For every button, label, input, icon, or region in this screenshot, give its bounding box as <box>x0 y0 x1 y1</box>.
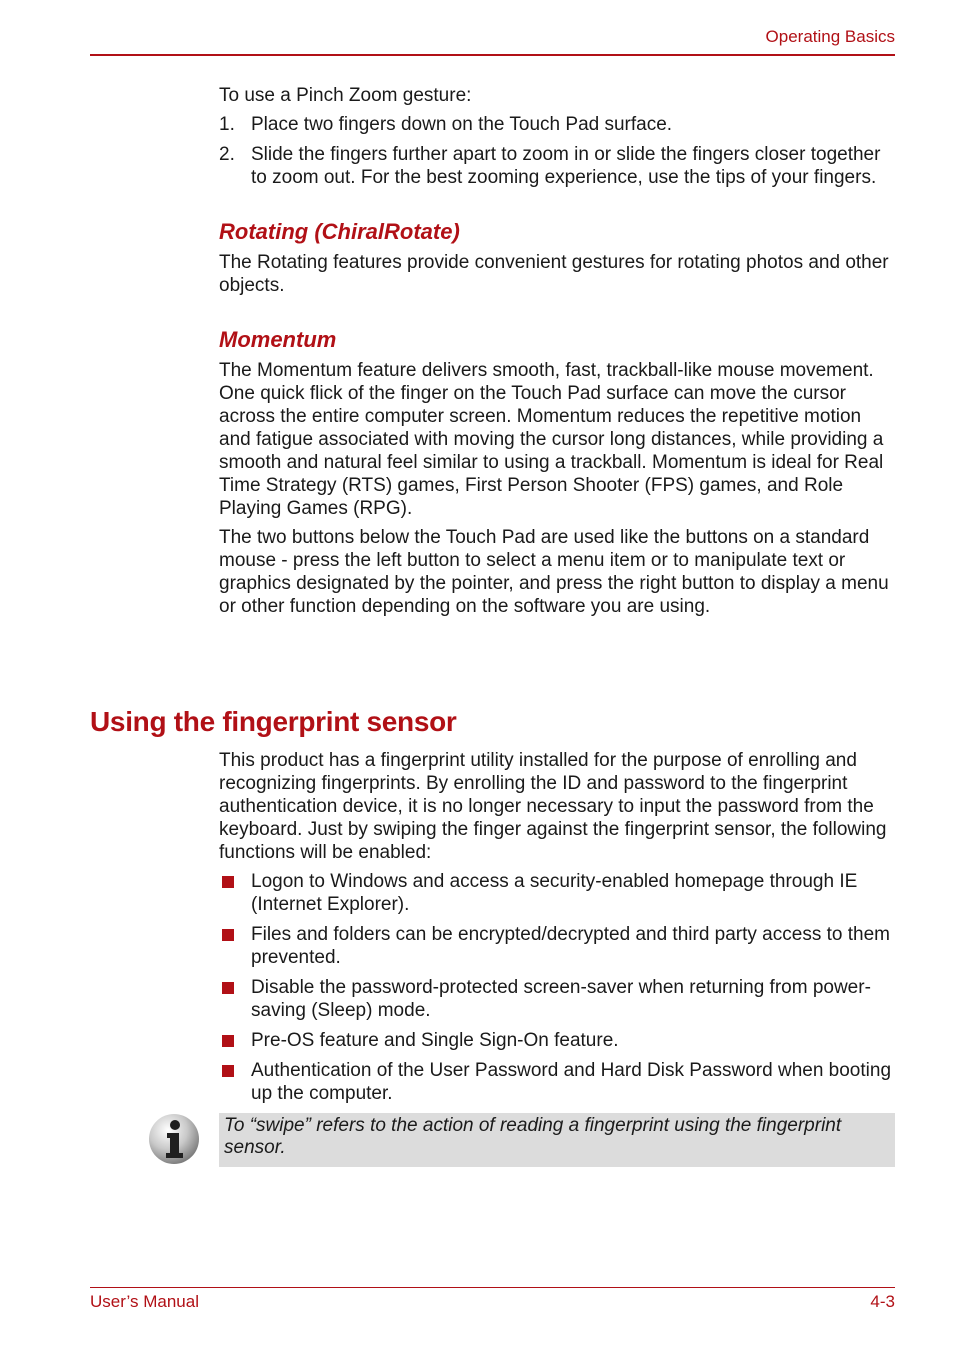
rotating-body: The Rotating features provide convenient gestures for rotating photos and other objects. <box>219 252 889 296</box>
note-text: To “swipe” refers to the action of reading a fingerprint using the fingerprint sensor. <box>224 1115 842 1158</box>
momentum-body-2: The two buttons below the Touch Pad are used like the buttons on a standard mouse - press the left button to select a menu item or to manipulate text or graphics designated by the pointer, and press the right button to display a menu or other function depending on the software you are using. <box>219 527 889 617</box>
step-number: 2. <box>219 144 235 165</box>
note-box <box>219 1113 895 1167</box>
bullet-text: Files and folders can be encrypted/decrypted and third party access to them prevented. <box>251 924 890 968</box>
list-item <box>219 976 895 1022</box>
footer-rule <box>90 1287 895 1288</box>
list-item <box>219 1029 895 1052</box>
main-content <box>219 84 895 624</box>
fingerprint-functions-list <box>219 870 895 1105</box>
step-number: 1. <box>219 114 235 135</box>
step-text: Place two fingers down on the Touch Pad surface. <box>251 114 673 135</box>
square-bullet-icon <box>222 876 234 888</box>
fingerprint-content <box>219 749 895 1112</box>
header-rule <box>90 54 895 56</box>
step-text: Slide the fingers further apart to zoom in or slide the fingers closer together to zoom out. For the best zooming experience, use the tips of your fingers. <box>251 144 881 188</box>
bullet-text: Authentication of the User Password and Hard Disk Password when booting up the computer. <box>251 1060 892 1104</box>
square-bullet-icon <box>222 1035 234 1047</box>
list-item <box>219 1059 895 1105</box>
momentum-heading: Momentum <box>219 327 337 352</box>
square-bullet-icon <box>222 1065 234 1077</box>
fingerprint-intro: This product has a fingerprint utility installed for the purpose of enrolling and recognizing fingerprints. By enrolling the ID and password to the fingerprint authentication device, it is no longer necessary to input the password from the keyboard. Just by swiping the finger against the fingerprint sensor, the following functions will be enabled: <box>219 750 887 863</box>
list-item <box>219 143 895 189</box>
list-item <box>219 870 895 916</box>
footer-manual-label: User’s Manual <box>90 1292 199 1311</box>
momentum-body-1: The Momentum feature delivers smooth, fast, trackball-like mouse movement. One quick flick of the finger on the Touch Pad surface can move the cursor across the entire computer screen. Momentum reduces the repetitive motion and fatigue associated with moving the cursor long distances, while providing a smooth and natural feel similar to using a trackball. Momentum is ideal for Real Time Strategy (RTS) games, First Person Shooter (FPS) games, and Role Playing Games (RPG). <box>219 360 884 519</box>
list-item <box>219 923 895 969</box>
square-bullet-icon <box>222 929 234 941</box>
footer-page-number: 4-3 <box>870 1292 895 1311</box>
pinch-intro: To use a Pinch Zoom gesture: <box>219 85 472 106</box>
bullet-text: Logon to Windows and access a security-enabled homepage through IE (Internet Explorer). <box>251 871 858 915</box>
bullet-text: Disable the password-protected screen-saver when returning from power-saving (Sleep) mode. <box>251 977 871 1021</box>
fingerprint-section-title: Using the fingerprint sensor <box>90 706 457 737</box>
info-icon <box>148 1113 200 1165</box>
square-bullet-icon <box>222 982 234 994</box>
rotating-heading: Rotating (ChiralRotate) <box>219 219 460 244</box>
list-item <box>219 113 895 136</box>
pinch-steps-list <box>219 113 895 189</box>
bullet-text: Pre-OS feature and Single Sign-On feature. <box>251 1030 619 1051</box>
header-section-title: Operating Basics <box>765 27 895 46</box>
